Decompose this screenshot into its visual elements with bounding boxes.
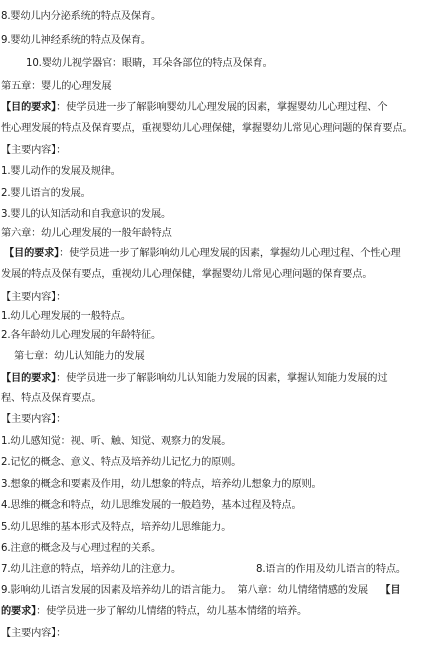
goal-heading: 【目的要求】 [4, 248, 60, 259]
goal-paragraph-3b: 程、特点及保育要点。 [1, 393, 102, 404]
goal-text: ：使学员进一步了解影响幼儿认知能力发展的因素，掌握认知能力发展的过 [56, 373, 388, 384]
goal-paragraph-2b: 发展的特点及保有要点，重视幼儿心理保健，掌握婴幼儿常见心理问题的保育要点。 [1, 269, 373, 280]
list-item: 1.幼儿感知觉：视、听、触、知觉、观察力的发展。 [1, 436, 232, 447]
chapter-8-title: 第八章：幼儿情绪情感的发展 [237, 585, 368, 596]
chapter-7-title: 第七章：幼儿认知能力的发展 [14, 351, 145, 362]
goal-text: ：使学员进一步了解幼儿情绪的特点，幼儿基本情绪的培养。 [36, 606, 308, 617]
goal-paragraph-1b: 性心理发展的特点及保育要点，重视婴幼儿心理保健，掌握婴幼儿常见心理问题的保育要点。 [1, 123, 413, 134]
list-item: 10.婴幼儿视学器官：眼睛，耳朵各部位的特点及保育。 [26, 58, 273, 69]
list-item: 9.婴幼儿神经系统的特点及保育。 [1, 35, 151, 46]
list-item: 3.婴儿的认知活动和自我意识的发展。 [1, 209, 172, 220]
chapter-5-title: 第五章：婴儿的心理发展 [1, 81, 112, 92]
list-item: 5.幼儿思维的基本形式及特点，培养幼儿思维能力。 [1, 522, 232, 533]
goal-heading: 【目 [380, 585, 401, 596]
list-item: 6.注意的概念及与心理过程的关系。 [1, 543, 161, 554]
list-item: 2.各年龄幼儿心理发展的年龄特征。 [1, 330, 161, 341]
list-item: 1.婴儿动作的发展及规律。 [1, 166, 121, 177]
goal-text: ：使学员进一步了解影响婴幼儿心理发展的因素，掌握婴幼儿心理过程、个 [56, 102, 388, 113]
list-item: 1.幼儿心理发展的一般特点。 [1, 311, 131, 322]
list-item: 8.语言的作用及幼儿语言的特点。 [256, 564, 406, 575]
goal-paragraph-3a [1, 372, 425, 385]
goal-heading: 的要求】 [1, 606, 37, 617]
main-content-heading: 【主要内容】： [1, 628, 67, 639]
goal-heading: 【目的要求】 [1, 102, 57, 113]
goal-heading: 【目的要求】 [1, 373, 57, 384]
list-item: 2.婴儿语言的发展。 [1, 188, 91, 199]
chapter-6-title: 第六章：幼儿心理发展的一般年龄特点 [1, 228, 172, 239]
list-item-with-chapter-8 [1, 584, 425, 597]
main-content-heading: 【主要内容】： [1, 414, 67, 425]
list-item: 7.幼儿注意的特点，培养幼儿的注意力。 [1, 564, 182, 575]
goal-paragraph-2a [4, 247, 424, 260]
list-item: 3.想象的概念和要素及作用，幼儿想象的特点，培养幼儿想象力的原则。 [1, 479, 322, 490]
list-item: 9.影响幼儿语言发展的因素及培养幼儿的语言能力。 [1, 585, 232, 596]
list-item: 8.婴幼儿内分泌系统的特点及保育。 [1, 11, 161, 22]
goal-text: ：使学员进一步了解影响幼儿心理发展的因素，掌握幼儿心理过程、个性心理 [59, 248, 401, 259]
list-item: 4.思维的概念和特点，幼儿思维发展的一般趋势，基本过程及特点。 [1, 500, 302, 511]
main-content-heading: 【主要内容】： [1, 145, 67, 156]
goal-paragraph-4 [1, 605, 425, 618]
main-content-heading: 【主要内容】： [1, 292, 67, 303]
list-item: 2.记忆的概念、意义、特点及培养幼儿记忆力的原则。 [1, 457, 242, 468]
goal-paragraph-1a [1, 101, 425, 114]
